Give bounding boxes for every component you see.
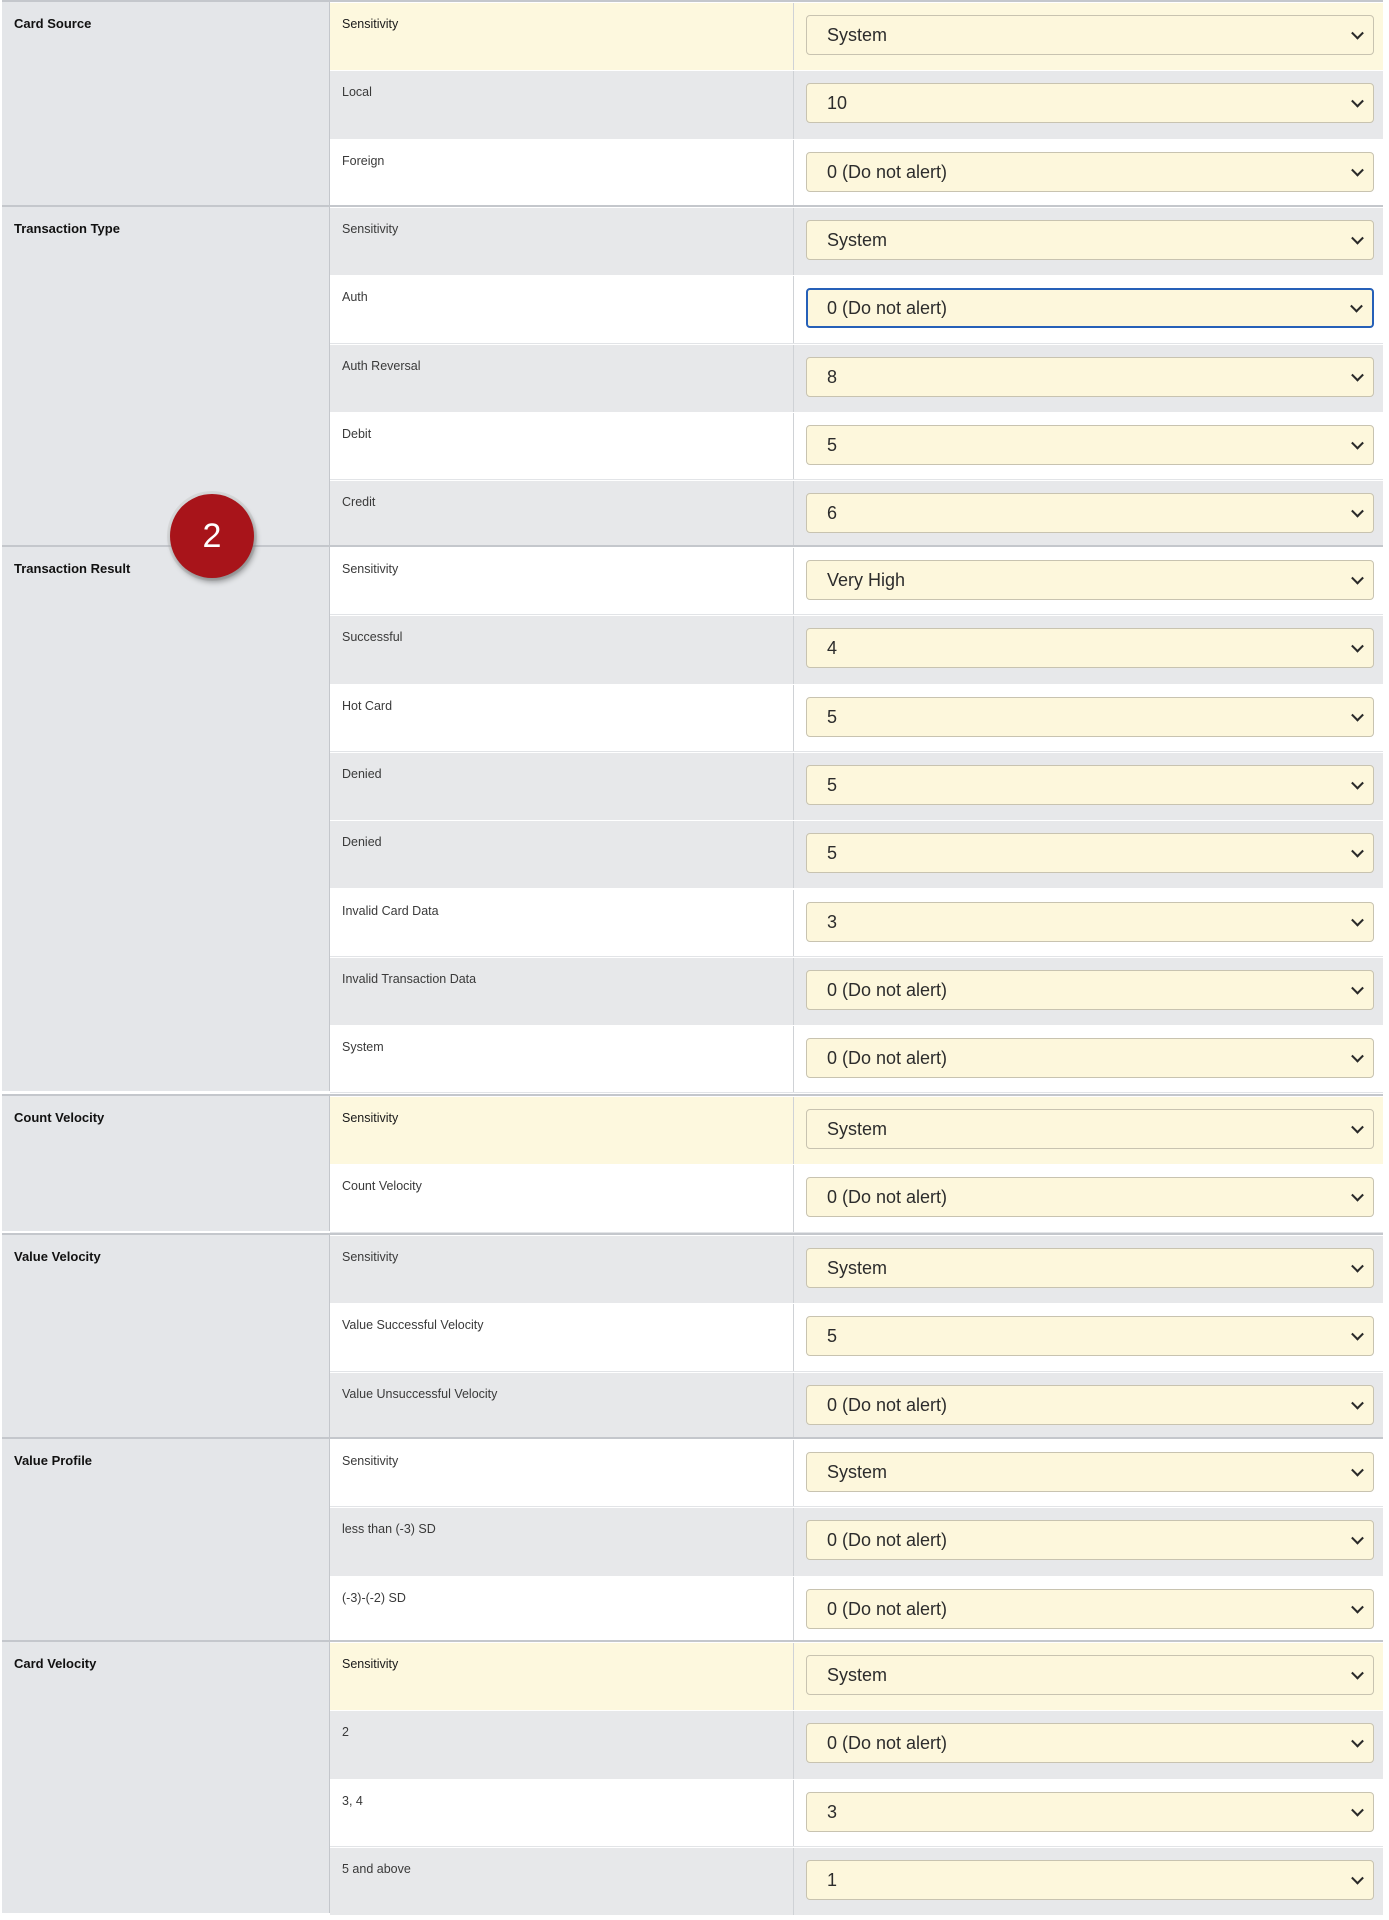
field-row-successful bbox=[330, 615, 1383, 683]
group-label: Value Profile bbox=[2, 1439, 330, 1642]
chevron-down-icon bbox=[1351, 437, 1364, 450]
sensitivity-select[interactable] bbox=[806, 15, 1374, 55]
chevron-down-icon bbox=[1351, 982, 1364, 995]
field-label: Sensitivity bbox=[330, 3, 794, 70]
field-label: Debit bbox=[330, 413, 794, 479]
select-value: 8 bbox=[827, 366, 838, 387]
chevron-down-icon bbox=[1351, 1667, 1364, 1680]
chevron-down-icon bbox=[1351, 1396, 1364, 1409]
chevron-down-icon bbox=[1351, 1050, 1364, 1063]
sensitivity-select[interactable] bbox=[806, 1316, 1374, 1356]
field-label: Sensitivity bbox=[330, 1643, 794, 1710]
field-label: Value Successful Velocity bbox=[330, 1304, 794, 1370]
field-row-3-4 bbox=[330, 1779, 1383, 1847]
chevron-down-icon bbox=[1351, 163, 1364, 176]
field-row-debit bbox=[330, 412, 1383, 480]
field-row-sensitivity bbox=[330, 1642, 1383, 1710]
field-row-sensitivity bbox=[330, 1439, 1383, 1507]
chevron-down-icon bbox=[1351, 1464, 1364, 1477]
chevron-down-icon bbox=[1351, 708, 1364, 721]
sensitivity-select[interactable] bbox=[806, 1860, 1374, 1900]
field-label: Invalid Transaction Data bbox=[330, 958, 794, 1025]
field-label: Foreign bbox=[330, 140, 794, 206]
field-row-2 bbox=[330, 1710, 1383, 1778]
field-label: System bbox=[330, 1026, 794, 1092]
chevron-down-icon bbox=[1351, 232, 1364, 245]
field-label: Count Velocity bbox=[330, 1165, 794, 1231]
chevron-down-icon bbox=[1351, 1803, 1364, 1816]
field-row-count-velocity bbox=[330, 1164, 1383, 1232]
field-row-sensitivity bbox=[330, 1096, 1383, 1164]
settings-group-card-source bbox=[2, 0, 1383, 205]
field-label: Successful bbox=[330, 616, 794, 683]
sensitivity-select[interactable] bbox=[806, 1792, 1374, 1832]
field-label: 2 bbox=[330, 1711, 794, 1778]
field-row-3-2-sd bbox=[330, 1576, 1383, 1644]
field-label: Credit bbox=[330, 481, 794, 548]
field-label: Value Unsuccessful Velocity bbox=[330, 1373, 794, 1440]
chevron-down-icon bbox=[1350, 300, 1363, 313]
sensitivity-select[interactable] bbox=[806, 1177, 1374, 1217]
sensitivity-select[interactable] bbox=[806, 970, 1374, 1010]
sensitivity-select[interactable] bbox=[806, 902, 1374, 942]
chevron-down-icon bbox=[1351, 368, 1364, 381]
field-row-value-unsuccessful-velocity bbox=[330, 1372, 1383, 1440]
chevron-down-icon bbox=[1351, 1260, 1364, 1273]
select-value: 10 bbox=[827, 93, 848, 114]
chevron-down-icon bbox=[1351, 845, 1364, 858]
field-row-sensitivity bbox=[330, 2, 1383, 70]
sensitivity-select[interactable] bbox=[806, 1520, 1374, 1560]
sensitivity-select[interactable] bbox=[806, 560, 1374, 600]
select-value: 0 (Do not alert) bbox=[827, 1598, 948, 1619]
select-value: 0 (Do not alert) bbox=[827, 161, 948, 182]
select-value: 5 bbox=[827, 843, 838, 864]
field-row-less-than-3-sd bbox=[330, 1507, 1383, 1575]
sensitivity-select[interactable] bbox=[806, 493, 1374, 533]
select-value: 0 (Do not alert) bbox=[827, 1530, 948, 1551]
select-value: 4 bbox=[827, 638, 838, 659]
field-row-system bbox=[330, 1025, 1383, 1093]
settings-group-count-velocity bbox=[2, 1094, 1383, 1231]
sensitivity-select[interactable] bbox=[806, 1655, 1374, 1695]
field-label: Local bbox=[330, 71, 794, 138]
field-row-sensitivity bbox=[330, 1235, 1383, 1303]
field-label: Sensitivity bbox=[330, 1097, 794, 1164]
group-label: Card Velocity bbox=[2, 1642, 330, 1913]
field-label: Auth Reversal bbox=[330, 345, 794, 412]
chevron-down-icon bbox=[1351, 1121, 1364, 1134]
chevron-down-icon bbox=[1351, 1872, 1364, 1885]
sensitivity-select[interactable] bbox=[806, 1038, 1374, 1078]
settings-group-transaction-result bbox=[2, 545, 1383, 1091]
field-label: Sensitivity bbox=[330, 1236, 794, 1303]
select-value: 0 (Do not alert) bbox=[827, 1187, 948, 1208]
sensitivity-select[interactable] bbox=[806, 152, 1374, 192]
sensitivity-select[interactable] bbox=[806, 833, 1374, 873]
select-value: 0 (Do not alert) bbox=[827, 1733, 948, 1754]
field-row-invalid-card-data bbox=[330, 889, 1383, 957]
group-label: Transaction Result bbox=[2, 547, 330, 1091]
settings-group-card-velocity bbox=[2, 1640, 1383, 1913]
chevron-down-icon bbox=[1351, 1735, 1364, 1748]
sensitivity-select[interactable] bbox=[806, 1385, 1374, 1425]
field-label: Sensitivity bbox=[330, 208, 794, 275]
field-label: 5 and above bbox=[330, 1848, 794, 1915]
field-row-5-and-above bbox=[330, 1847, 1383, 1915]
group-label: Card Source bbox=[2, 2, 330, 205]
select-value: 0 (Do not alert) bbox=[827, 979, 948, 1000]
field-row-local bbox=[330, 70, 1383, 138]
sensitivity-select[interactable] bbox=[806, 1109, 1374, 1149]
field-label: Denied bbox=[330, 753, 794, 820]
chevron-down-icon bbox=[1351, 505, 1364, 518]
sensitivity-select[interactable] bbox=[806, 288, 1374, 328]
select-value: System bbox=[827, 230, 888, 250]
sensitivity-select[interactable] bbox=[806, 628, 1374, 668]
sensitivity-select[interactable] bbox=[806, 1452, 1374, 1492]
sensitivity-select[interactable] bbox=[806, 765, 1374, 805]
select-value: 5 bbox=[827, 774, 838, 795]
select-value: 6 bbox=[827, 503, 838, 524]
chevron-down-icon bbox=[1351, 27, 1364, 40]
sensitivity-select[interactable] bbox=[806, 1248, 1374, 1288]
field-label: Denied bbox=[330, 821, 794, 888]
sensitivity-select[interactable] bbox=[806, 220, 1374, 260]
select-value: System bbox=[827, 1119, 888, 1139]
sensitivity-select[interactable] bbox=[806, 1723, 1374, 1763]
field-row-auth bbox=[330, 275, 1383, 343]
chevron-down-icon bbox=[1351, 1328, 1364, 1341]
chevron-down-icon bbox=[1351, 1532, 1364, 1545]
field-row-hot-card bbox=[330, 684, 1383, 752]
group-label: Value Velocity bbox=[2, 1235, 330, 1438]
field-row-denied bbox=[330, 752, 1383, 820]
step-number-badge: 2 bbox=[170, 494, 254, 578]
select-value: 5 bbox=[827, 434, 838, 455]
sensitivity-select[interactable] bbox=[806, 1589, 1374, 1629]
field-row-denied bbox=[330, 820, 1383, 888]
select-value: 0 (Do not alert) bbox=[827, 1394, 948, 1415]
group-label: Transaction Type bbox=[2, 207, 330, 547]
select-value: 5 bbox=[827, 1326, 838, 1347]
chevron-down-icon bbox=[1351, 572, 1364, 585]
settings-group-value-velocity bbox=[2, 1233, 1383, 1438]
sensitivity-select[interactable] bbox=[806, 83, 1374, 123]
sensitivity-select[interactable] bbox=[806, 425, 1374, 465]
field-row-sensitivity bbox=[330, 547, 1383, 615]
select-value: 0 (Do not alert) bbox=[827, 298, 948, 319]
select-value: System bbox=[827, 1462, 888, 1482]
field-label: Sensitivity bbox=[330, 548, 794, 614]
sensitivity-select[interactable] bbox=[806, 697, 1374, 737]
field-row-sensitivity bbox=[330, 207, 1383, 275]
select-value: 3 bbox=[827, 911, 838, 932]
field-row-invalid-transaction-data bbox=[330, 957, 1383, 1025]
chevron-down-icon bbox=[1351, 1189, 1364, 1202]
field-row-foreign bbox=[330, 139, 1383, 207]
select-value: 5 bbox=[827, 706, 838, 727]
field-label: less than (-3) SD bbox=[330, 1508, 794, 1575]
field-row-value-successful-velocity bbox=[330, 1303, 1383, 1371]
sensitivity-select[interactable] bbox=[806, 357, 1374, 397]
chevron-down-icon bbox=[1351, 640, 1364, 653]
field-label: (-3)-(-2) SD bbox=[330, 1577, 794, 1643]
select-value: Very High bbox=[827, 570, 906, 590]
field-label: 3, 4 bbox=[330, 1780, 794, 1846]
settings-group-value-profile bbox=[2, 1437, 1383, 1642]
group-label: Count Velocity bbox=[2, 1096, 330, 1231]
field-row-auth-reversal bbox=[330, 344, 1383, 412]
chevron-down-icon bbox=[1351, 1600, 1364, 1613]
field-row-credit bbox=[330, 480, 1383, 548]
field-label: Invalid Card Data bbox=[330, 890, 794, 956]
field-label: Hot Card bbox=[330, 685, 794, 751]
select-value: 1 bbox=[827, 1869, 838, 1890]
chevron-down-icon bbox=[1351, 95, 1364, 108]
select-value: System bbox=[827, 1665, 888, 1685]
select-value: 3 bbox=[827, 1801, 838, 1822]
chevron-down-icon bbox=[1351, 913, 1364, 926]
field-label: Sensitivity bbox=[330, 1440, 794, 1506]
select-value: System bbox=[827, 1258, 888, 1278]
select-value: 0 (Do not alert) bbox=[827, 1048, 948, 1069]
field-label: Auth bbox=[330, 276, 794, 342]
select-value: System bbox=[827, 25, 888, 45]
chevron-down-icon bbox=[1351, 777, 1364, 790]
